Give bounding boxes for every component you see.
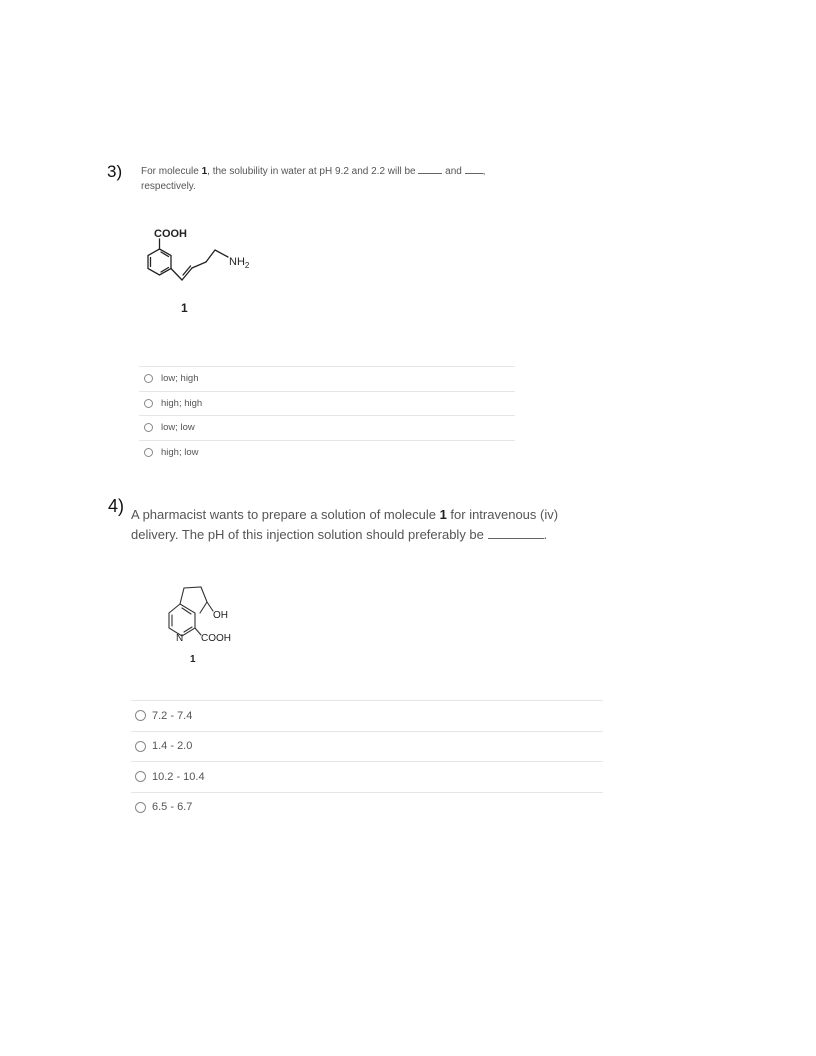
radio-button[interactable] bbox=[135, 771, 146, 782]
question-3-text: For molecule 1, the solubility in water at pH 9.2 and 2.2 will be and , respectively. bbox=[141, 166, 486, 192]
molecule-number-label-q4: 1 bbox=[190, 654, 196, 665]
question-3-text-b: , the solubility in water at pH 9.2 and 2.2 will be bbox=[207, 166, 416, 177]
molecule-number-label: 1 bbox=[181, 301, 188, 315]
question-3-number: 3) bbox=[107, 162, 123, 181]
question-3-text-end: respectively. bbox=[141, 181, 196, 192]
option-label: high; low bbox=[161, 446, 199, 458]
question-4-text-a: A pharmacist wants to prepare a solution of molecule bbox=[131, 507, 440, 522]
answer-blank bbox=[488, 538, 544, 539]
nh2-label: $NH_2$ bbox=[229, 256, 250, 270]
question-4-text-c: delivery. The pH of this injection solution should preferably be bbox=[131, 526, 484, 542]
question-3-text-a: For molecule bbox=[141, 166, 202, 177]
option-label: 10.2 - 10.4 bbox=[152, 770, 205, 783]
option-label: 7.2 - 7.4 bbox=[152, 709, 193, 722]
radio-button[interactable] bbox=[144, 399, 153, 408]
question-4-text-end: . bbox=[543, 526, 548, 542]
radio-button[interactable] bbox=[135, 710, 146, 721]
option-low-high[interactable] bbox=[139, 366, 515, 391]
question-4-molecule-ref: 1 bbox=[439, 507, 447, 522]
question-4-number: 4) bbox=[108, 496, 125, 516]
option-low-low[interactable] bbox=[139, 415, 515, 440]
cooh-label-q4: COOH bbox=[201, 633, 231, 644]
question-3-and: and bbox=[445, 166, 462, 177]
question-4-text-b: for intravenous (iv) bbox=[446, 507, 559, 522]
radio-button[interactable] bbox=[144, 448, 153, 457]
option-label: low; high bbox=[161, 373, 199, 385]
option-label: low; low bbox=[161, 422, 195, 434]
option-7-2-7-4[interactable] bbox=[131, 700, 603, 731]
question-3-options bbox=[139, 366, 515, 464]
molecule-1-structure bbox=[130, 220, 270, 320]
option-label: 1.4 - 2.0 bbox=[152, 740, 193, 753]
option-label: high; high bbox=[161, 397, 203, 409]
option-10-2-10-4[interactable] bbox=[131, 761, 603, 792]
radio-button[interactable] bbox=[144, 374, 153, 383]
option-high-high[interactable] bbox=[139, 391, 515, 416]
option-1-4-2-0[interactable] bbox=[131, 731, 603, 762]
radio-button[interactable] bbox=[135, 802, 146, 813]
answer-blank-2 bbox=[465, 173, 483, 174]
option-high-low[interactable] bbox=[139, 440, 515, 465]
question-4-options bbox=[131, 700, 603, 822]
oh-label: OH bbox=[213, 610, 228, 621]
option-6-5-6-7[interactable] bbox=[131, 792, 603, 823]
molecule-1-structure-q4 bbox=[155, 580, 255, 670]
question-3-molecule-ref: 1 bbox=[201, 166, 208, 177]
radio-button[interactable] bbox=[135, 741, 146, 752]
cooh-label: COOH bbox=[154, 228, 187, 240]
option-label: 6.5 - 6.7 bbox=[152, 801, 193, 814]
radio-button[interactable] bbox=[144, 423, 153, 432]
question-4-text bbox=[131, 505, 611, 544]
answer-blank-1 bbox=[418, 173, 442, 174]
nitrogen-label: N bbox=[176, 633, 184, 644]
